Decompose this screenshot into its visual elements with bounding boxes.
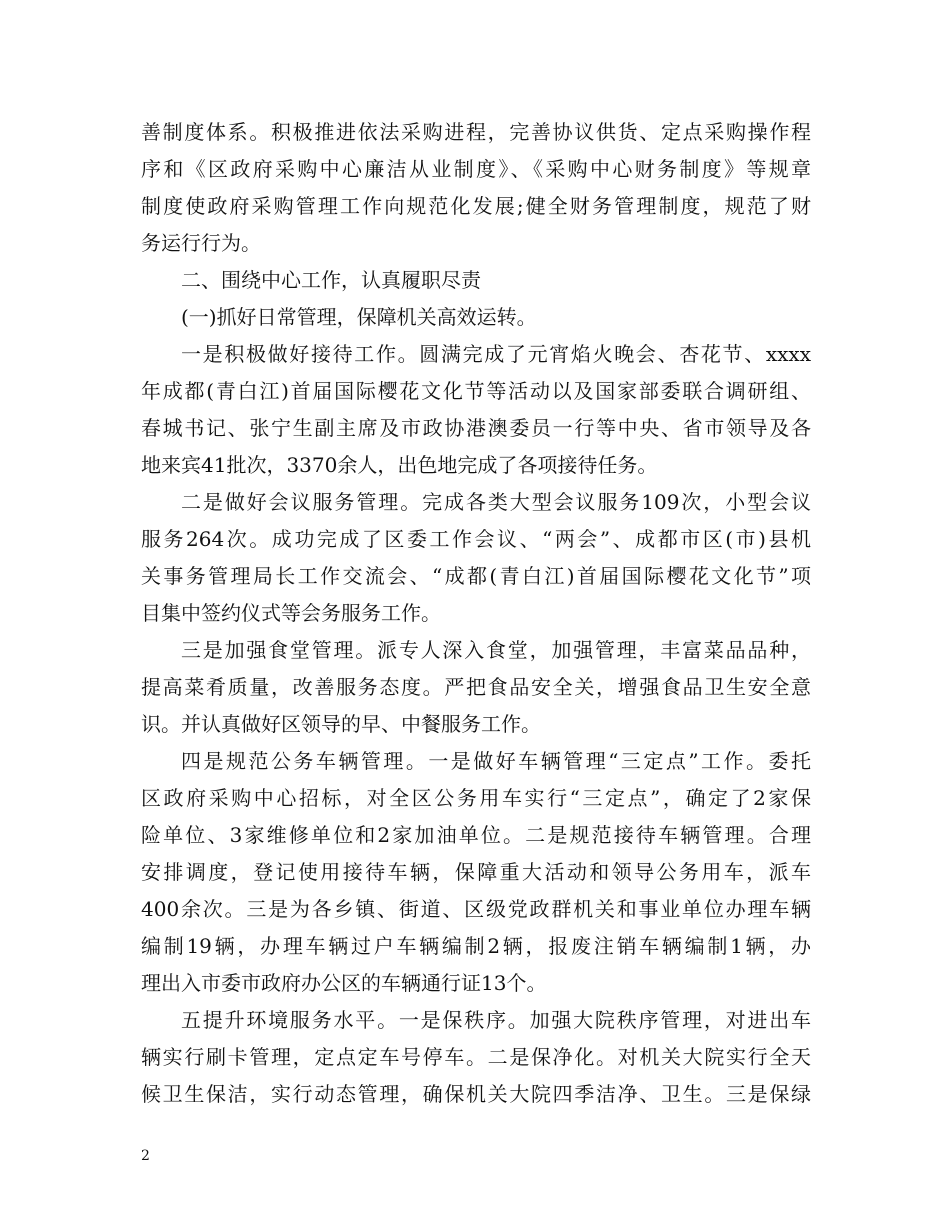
text-line: 年成都(青白江)首届国际樱花文化节等活动以及国家部委联合调研组、 (141, 379, 811, 403)
text-line: 三是加强食堂管理。派专人深入食堂，加强管理，丰富菜品品种， (181, 638, 811, 662)
paragraph-meetings (141, 484, 811, 632)
paragraph-procurement-system (141, 114, 811, 262)
paragraph-canteen (141, 632, 811, 743)
text-line: 目集中签约仪式等会务服务工作。 (141, 601, 441, 625)
text-line: 序和《区政府采购中心廉洁从业制度》、《采购中心财务制度》等规章 (141, 157, 811, 181)
subsection-heading-one (141, 299, 811, 336)
document-body (141, 114, 811, 1113)
paragraph-vehicles (141, 743, 811, 1002)
text-line: 春城书记、张宁生副主席及市政协港澳委员一行等中央、省市领导及各 (141, 416, 811, 440)
text-line: 地来宾41批次，3370余人，出色地完成了各项接待任务。 (141, 453, 658, 477)
text-line: 一是积极做好接待工作。圆满完成了元宵焰火晚会、杏花节、xxxx (181, 342, 811, 366)
text-line: 400余次。三是为各乡镇、街道、区级党政群机关和事业单位办理车辆 (141, 897, 811, 921)
text-line: 理出入市委市政府办公区的车辆通行证13个。 (141, 971, 547, 995)
text-line: 五提升环境服务水平。一是保秩序。加强大院秩序管理，对进出车 (181, 1008, 811, 1032)
paragraph-environment (141, 1002, 811, 1113)
page-number: 2 (141, 1148, 150, 1164)
section-heading-two (141, 262, 811, 299)
text-line: 区政府采购中心招标，对全区公务用车实行“三定点”，确定了2家保 (141, 786, 811, 810)
text-line: (一)抓好日常管理，保障机关高效运转。 (181, 305, 537, 329)
text-line: 服务264次。成功完成了区委工作会议、“两会”、成都市区(市)县机 (141, 527, 811, 551)
text-line: 关事务管理局长工作交流会、“成都(青白江)首届国际樱花文化节”项 (141, 564, 811, 588)
text-line: 险单位、3家维修单位和2家加油单位。二是规范接待车辆管理。合理 (141, 823, 811, 847)
text-line: 识。并认真做好区领导的早、中餐服务工作。 (141, 712, 541, 736)
text-line: 二是做好会议服务管理。完成各类大型会议服务109次，小型会议 (181, 490, 811, 514)
text-line: 提高菜肴质量，改善服务态度。严把食品安全关，增强食品卫生安全意 (141, 675, 811, 699)
text-line: 编制19辆，办理车辆过户车辆编制2辆，报废注销车辆编制1辆，办 (141, 934, 811, 958)
text-line: 务运行行为。 (141, 231, 261, 255)
text-line: 辆实行刷卡管理，定点定车号停车。二是保净化。对机关大院实行全天 (141, 1045, 811, 1069)
text-line: 二、围绕中心工作，认真履职尽责 (181, 268, 481, 292)
text-line: 制度使政府采购管理工作向规范化发展;健全财务管理制度，规范了财 (141, 194, 811, 218)
text-line: 善制度体系。积极推进依法采购进程，完善协议供货、定点采购操作程 (141, 120, 811, 144)
text-line: 四是规范公务车辆管理。一是做好车辆管理“三定点”工作。委托 (181, 749, 811, 773)
text-line: 候卫生保洁，实行动态管理，确保机关大院四季洁净、卫生。三是保绿 (141, 1082, 811, 1106)
paragraph-reception (141, 336, 811, 484)
text-line: 安排调度，登记使用接待车辆，保障重大活动和领导公务用车，派车 (141, 860, 811, 884)
